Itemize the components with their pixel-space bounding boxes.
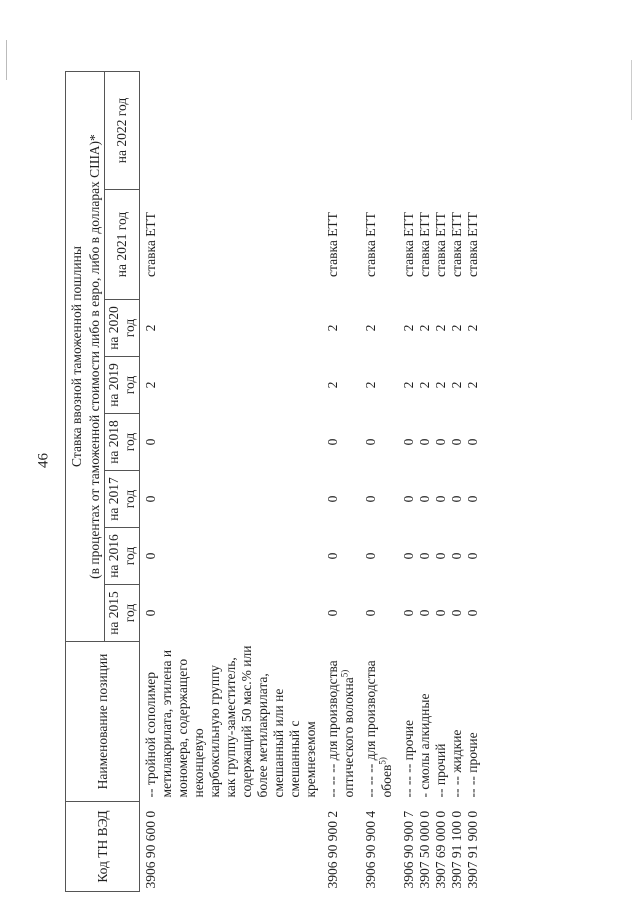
table-row — [433, 72, 449, 892]
rate-cell — [449, 72, 465, 190]
row-code: 3907 50 000 0 — [417, 810, 432, 889]
row-code: 3906 90 600 0 — [143, 810, 158, 889]
rate-cell: 2 — [363, 324, 378, 332]
rate-cell: 2 — [449, 381, 464, 389]
row-code: 3906 90 900 7 — [401, 810, 416, 889]
rate-cell: 0 — [325, 609, 340, 617]
rate-cell: 2 — [465, 381, 480, 389]
row-name: -- -- -- для производства обоев$^{5)}$ — [363, 660, 394, 798]
rate-cell: 0 — [465, 495, 480, 503]
rate-cell: ставка ЕТТ — [143, 212, 158, 277]
rate-cell: 0 — [325, 438, 340, 446]
row-code: 3906 90 900 2 — [325, 810, 340, 889]
rate-cell: 0 — [465, 552, 480, 560]
rate-cell: 2 — [401, 381, 416, 389]
rate-cell: 2 — [433, 381, 448, 389]
rate-cell: 0 — [401, 609, 416, 617]
rate-cell: ставка ЕТТ — [401, 212, 416, 277]
rate-cell: 0 — [143, 552, 158, 560]
rate-cell: 0 — [417, 552, 432, 560]
rate-cell: 0 — [401, 495, 416, 503]
rate-cell: 0 — [325, 552, 340, 560]
header-year: на 2018 год — [105, 414, 140, 471]
page-number: 46 — [35, 453, 52, 468]
tariff-table — [65, 71, 481, 892]
rate-cell: 0 — [363, 552, 378, 560]
row-name: -- -- жидкие — [449, 729, 464, 798]
rate-cell — [325, 72, 357, 190]
rate-cell: ставка ЕТТ — [325, 212, 340, 277]
header-year: на 2019 год — [105, 357, 140, 414]
row-name: -- -- -- прочие — [401, 720, 416, 798]
rate-cell: ставка ЕТТ — [433, 212, 448, 277]
table-row — [325, 72, 357, 892]
rate-cell: ставка ЕТТ — [449, 212, 464, 277]
header-year: на 2022 год — [105, 72, 140, 190]
rate-cell: 0 — [449, 552, 464, 560]
rate-cell: 0 — [417, 495, 432, 503]
header-year: на 2020 год — [105, 300, 140, 357]
header-rate-title: Ставка ввозной таможенной пошлины — [66, 72, 87, 642]
header-year: на 2021 год — [105, 190, 140, 300]
rate-cell: 0 — [433, 495, 448, 503]
rotated-page — [65, 72, 565, 892]
table-row — [417, 72, 433, 892]
header-year: на 2015 год — [105, 585, 140, 642]
header-year: на 2017 год — [105, 471, 140, 528]
rate-cell: 0 — [143, 609, 158, 617]
rate-cell: 0 — [401, 552, 416, 560]
rate-cell: 0 — [401, 438, 416, 446]
table-row — [449, 72, 465, 892]
rate-cell: 2 — [433, 324, 448, 332]
rate-cell — [401, 72, 417, 190]
row-name: -- -- -- для производства оптического волокна$^{5)}$ — [325, 660, 356, 798]
rate-cell — [417, 72, 433, 190]
rate-cell: 0 — [449, 609, 464, 617]
rate-cell: 0 — [325, 495, 340, 503]
rate-cell: 0 — [417, 609, 432, 617]
rate-cell: 0 — [465, 609, 480, 617]
header-rate-subtitle: (в процентах от таможенной стоимости либо в евро, либо в долларах США)* — [86, 72, 105, 642]
rate-cell: 0 — [417, 438, 432, 446]
rate-cell: ставка ЕТТ — [363, 212, 378, 277]
rate-cell — [465, 72, 481, 190]
header-code: Код ТН ВЭД — [66, 802, 140, 892]
rate-cell: 0 — [143, 495, 158, 503]
row-code: 3907 69 000 0 — [433, 810, 448, 889]
rate-cell: 2 — [449, 324, 464, 332]
rate-cell: 0 — [433, 552, 448, 560]
rate-cell: 0 — [363, 495, 378, 503]
rate-cell: 2 — [325, 381, 340, 389]
rate-cell: 2 — [325, 324, 340, 332]
rate-cell: ставка ЕТТ — [465, 212, 480, 277]
rate-cell: 0 — [143, 438, 158, 446]
rate-cell: 0 — [449, 438, 464, 446]
rate-cell: 2 — [417, 381, 432, 389]
row-name: - смолы алкидные — [417, 693, 432, 798]
rate-cell: 0 — [433, 609, 448, 617]
rate-cell — [140, 72, 320, 190]
row-name: -- -- прочие — [465, 732, 480, 798]
scan-edge-mark — [631, 60, 632, 120]
rate-cell: 2 — [363, 381, 378, 389]
table-row — [363, 72, 395, 892]
row-code: 3907 91 900 0 — [465, 810, 480, 889]
rate-cell: 0 — [363, 438, 378, 446]
rate-cell: 0 — [433, 438, 448, 446]
row-name: -- тройной сополимер метилакрилата, этилена и мономера, содержащего неконцевую карбоксильную группу как группу-заместитель, содержащий 50 мас.% или более метилакрилата, смешанный или не смешанный с кремнеземом — [143, 645, 318, 798]
rate-cell: 2 — [143, 381, 158, 389]
header-name: Наименование позиции — [66, 642, 140, 802]
rate-cell — [363, 72, 395, 190]
rate-cell: 0 — [465, 438, 480, 446]
table-row — [401, 72, 417, 892]
rate-cell: 2 — [143, 324, 158, 332]
header-year: на 2016 год — [105, 528, 140, 585]
rate-cell: 0 — [363, 609, 378, 617]
row-name: -- прочий — [433, 743, 448, 798]
rate-cell — [433, 72, 449, 190]
row-code: 3907 91 100 0 — [449, 810, 464, 889]
rate-cell: 0 — [449, 495, 464, 503]
table-row — [465, 72, 481, 892]
row-code: 3906 90 900 4 — [363, 810, 378, 889]
rate-cell: 2 — [401, 324, 416, 332]
rate-cell: 2 — [465, 324, 480, 332]
table-row — [140, 72, 320, 892]
rate-cell: ставка ЕТТ — [417, 212, 432, 277]
scan-edge-mark — [6, 40, 7, 80]
rate-cell: 2 — [417, 324, 432, 332]
